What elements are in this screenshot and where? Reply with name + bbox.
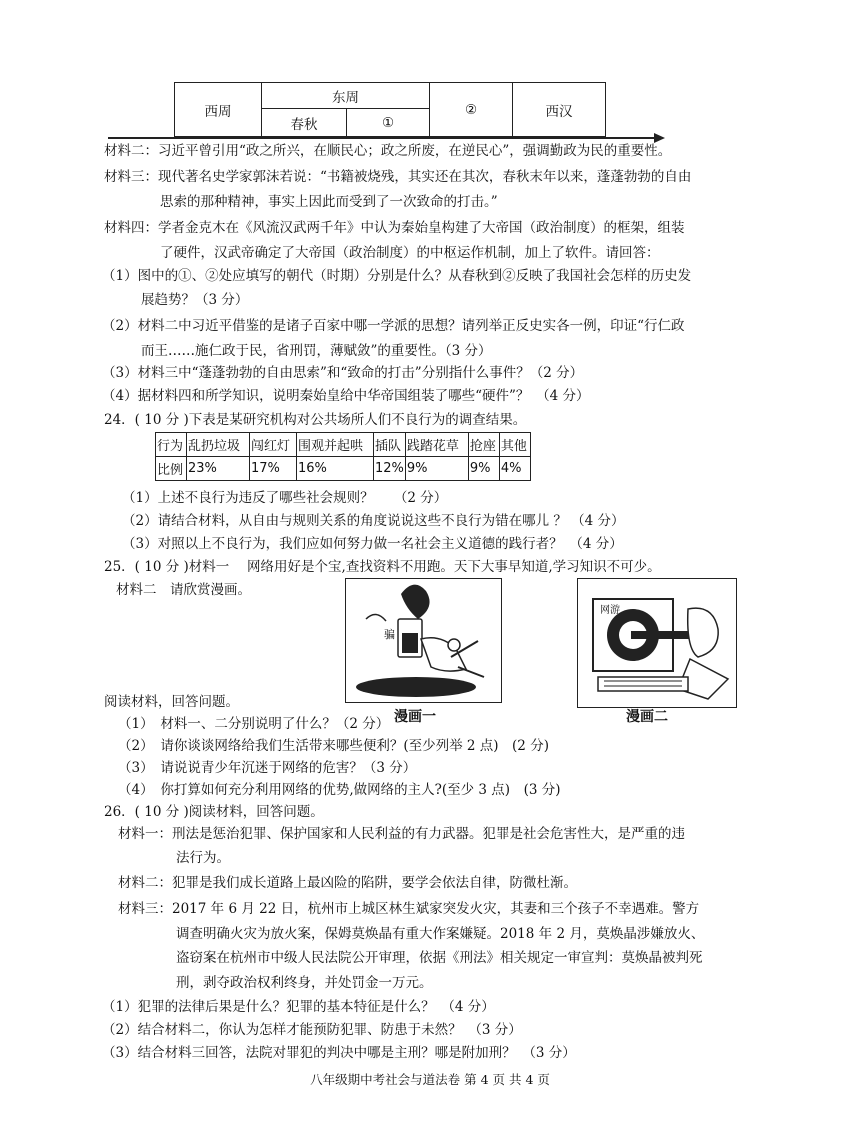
q23-sub3: （3）材料三中“蓬蓬勃勃的自由思索”和“致命的打击”分别指什么事件？（2 分） [102,365,584,381]
q26-title: 26．( 10 分 )阅读材料，回答问题。 [104,804,324,820]
dynasty-timeline-table [174,82,606,137]
material-4-line2: 了硬件，汉武帝确定了大帝国（政治制度）的中枢运作机制，加上了软件。请回答： [160,245,660,261]
survey-cell: 行为 [156,433,187,457]
timeline-cell-xizhou: 西周 [175,83,262,137]
survey-cell: 抢座 [468,433,499,457]
survey-cell: 12% [374,457,406,481]
cartoon-2-drawing [578,579,736,707]
timeline-cell-chunqiu: 春秋 [262,109,347,137]
survey-cell: 23% [187,457,250,481]
q25-sub4: （4） 你打算如何充分利用网络的优势,做网络的主人?(至少 3 点) (3 分) [118,782,561,798]
survey-cell: 插队 [374,433,406,457]
q26-material-2: 材料二：犯罪是我们成长道路上最凶险的陷阱，要学会依法自律，防微杜渐。 [118,875,577,891]
timeline-axis [108,137,656,139]
q23-sub1-line2: 展趋势？（3 分） [141,292,249,308]
material-4-line1: 材料四：学者金克木在《风流汉武两千年》中认为秦始皇构建了大帝国（政治制度）的框架，组装 [104,220,685,236]
q26-material-3-line3: 盗窃案在杭州市中级人民法院公开审理，依据《刑法》相关规定一审宣判：莫焕晶被判死 [176,950,703,966]
q23-sub2-line2: 而王……施仁政于民，省刑罚，薄赋敛”的重要性。（3 分） [141,343,492,359]
q26-material-3-line1: 材料三：2017 年 6 月 22 日，杭州市上城区林生斌家突发火灾，其妻和三个孩子不幸遇难。警方 [118,901,700,917]
q25-material-2: 材料二 请欣赏漫画。 [116,582,251,598]
timeline-cell-blank-1: ① [347,109,430,137]
cartoon-2-caption: 漫画二 [626,709,668,725]
cartoon-1-image [345,578,502,703]
q26-material-1-line1: 材料一：刑法是惩治犯罪、保护国家和人民利益的有力武器。犯罪是社会危害性大，是严重的违 [118,826,685,842]
q24-sub1: （1）上述不良行为违反了哪些社会规则？ （2 分） [122,490,448,506]
survey-cell: 其他 [499,433,530,457]
survey-row-behavior [156,433,531,457]
survey-cell: 比例 [156,457,187,481]
material-2: 材料二：习近平曾引用“政之所兴，在顺民心；政之所废，在逆民心”，强调勤政为民的重要性。 [104,143,672,159]
material-3-line1: 材料三：现代著名史学家郭沫若说：“书籍被烧残，其实还在其次，春秋末年以来，蓬蓬勃勃的自由 [104,169,692,185]
q23-sub4: （4）据材料四和所学知识，说明秦始皇给中华帝国组装了哪些“硬件”？ （4 分） [102,388,590,404]
q23-sub2-line1: （2）材料二中习近平借鉴的是诸子百家中哪一学派的思想？请列举正反史实各一例，印证“行仁政 [102,318,685,334]
timeline-cell-dongzhou: 东周 [262,83,430,109]
survey-cell: 围观并起哄 [297,433,374,457]
cartoon-2-tag: 网游 [600,605,620,616]
q25-read-prompt: 阅读材料，回答问题。 [104,694,239,710]
survey-cell: 9% [405,457,468,481]
q25-sub3: （3） 请说说青少年沉迷于网络的危害？（3 分） [118,760,417,776]
q26-sub3: （3）结合材料三回答，法院对罪犯的判决中哪是主刑？哪是附加刑？ （3 分） [102,1045,576,1061]
cartoon-2-image [577,578,737,708]
survey-row-ratio [156,457,531,481]
survey-cell: 乱扔垃圾 [187,433,250,457]
cartoon-1-caption: 漫画一 [394,709,436,725]
survey-cell: 17% [250,457,297,481]
q24-sub3: （3）对照以上不良行为，我们应如何努力做一名社会主义道德的践行者？ （4 分） [122,536,623,552]
page-footer: 八年级期中考社会与道法卷 第 4 页 共 4 页 [310,1072,550,1087]
q25-sub2: （2） 请你谈谈网络给我们生活带来哪些便利？(至少列举 2 点) (2 分) [118,738,549,754]
survey-cell: 16% [297,457,374,481]
q23-sub1-line1: （1）图中的①、②处应填写的朝代（时期）分别是什么？从春秋到②反映了我国社会怎样的历史发 [102,268,692,284]
survey-cell: 践踏花草 [405,433,468,457]
cartoon-1-drawing [346,579,501,702]
survey-cell: 9% [468,457,499,481]
material-3-line2: 思索的那种精神，事实上因此而受到了一次致命的打击。” [160,194,498,210]
q25-title: 25．( 10 分 )材料一 网络用好是个宝,查找资料不用跑。天下大事早知道,学习知识不可少。 [104,559,661,575]
q26-material-3-line4: 刑，剥夺政治权利终身，并处罚金一万元。 [176,975,433,991]
q26-material-3-line2: 调查明确火灾为放火案，保姆莫焕晶有重大作案嫌疑。2018 年 2 月，莫焕晶涉嫌放火、 [176,926,705,942]
q26-sub2: （2）结合材料二，你认为怎样才能预防犯罪、防患于未然？ （3 分） [102,1022,522,1038]
survey-table [155,432,531,481]
q26-material-1-line2: 法行为。 [176,850,230,866]
q24-sub2: （2）请结合材料，从自由与规则关系的角度说说这些不良行为错在哪儿 ？ （4 分） [122,513,625,529]
timeline-cell-xihan: 西汉 [513,83,606,137]
q24-title: 24．( 10 分 )下表是某研究机构对公共场所人们不良行为的调查结果。 [104,412,527,428]
q26-sub1: （1）犯罪的法律后果是什么？犯罪的基本特征是什么？ （4 分） [102,999,495,1015]
survey-cell: 4% [499,457,530,481]
survey-cell: 闯红灯 [250,433,297,457]
timeline-cell-blank-2: ② [430,83,513,137]
q25-sub1: （1） 材料一、二分别说明了什么？（2 分） [118,716,390,732]
cartoon-1-tag: 骗 [384,628,395,641]
